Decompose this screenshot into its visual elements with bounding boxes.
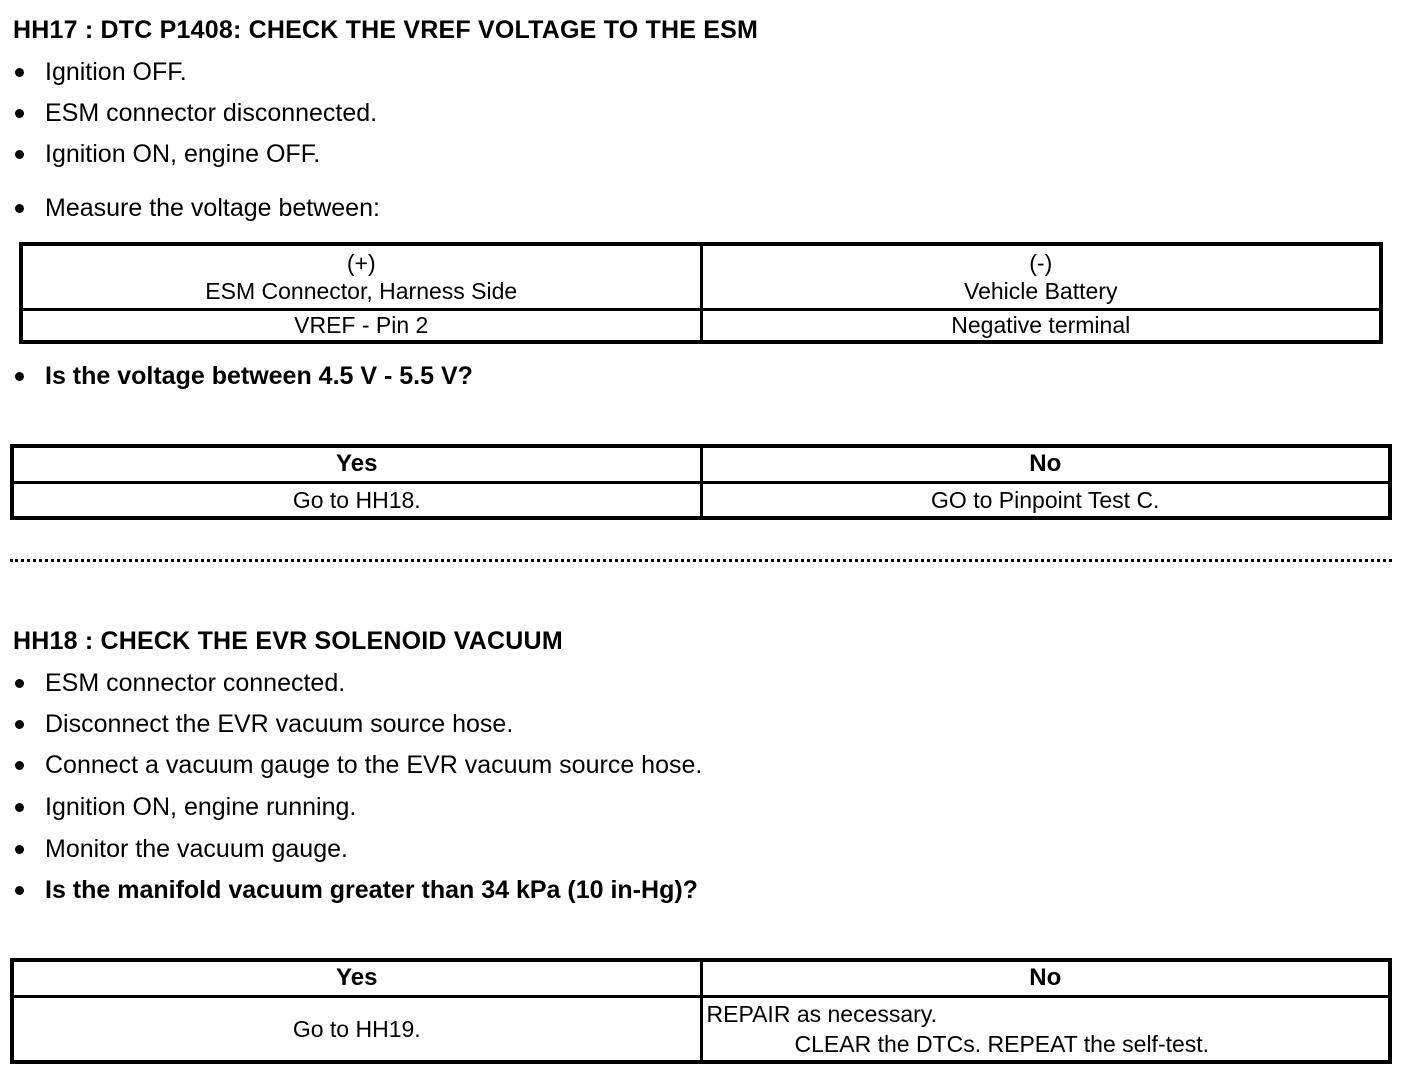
bullet-icon xyxy=(15,761,24,770)
measure-col-positive-header xyxy=(21,244,701,309)
no-action-line-1: REPAIR as necessary. xyxy=(706,1000,938,1027)
hh17-title: HH17 : DTC P1408: CHECK THE VREF VOLTAGE TO THE ESM xyxy=(13,16,759,44)
measure-negative-value: Negative terminal xyxy=(701,309,1381,342)
bullet-icon xyxy=(15,803,24,812)
hh18-step-5 xyxy=(14,835,348,864)
positive-location: ESM Connector, Harness Side xyxy=(205,277,518,304)
hh17-step-1 xyxy=(14,58,187,87)
hh18-question xyxy=(14,876,698,905)
negative-symbol: (-) xyxy=(1029,249,1053,276)
section-divider xyxy=(10,559,1392,562)
hh18-step-1 xyxy=(14,669,345,698)
bullet-icon xyxy=(15,109,24,118)
step-text: Disconnect the EVR vacuum source hose. xyxy=(45,710,514,738)
hh18-step-2 xyxy=(14,710,513,739)
bullet-icon xyxy=(15,68,24,77)
measure-col-negative-header xyxy=(701,244,1381,309)
no-action: GO to Pinpoint Test C. xyxy=(701,482,1390,518)
step-text: Ignition ON, engine OFF. xyxy=(45,140,321,168)
step-text: Connect a vacuum gauge to the EVR vacuum source hose. xyxy=(45,751,703,779)
hh17-measure-table xyxy=(19,242,1383,344)
hh18-step-4 xyxy=(14,793,356,822)
step-text: Ignition ON, engine running. xyxy=(45,793,357,821)
hh17-result-table xyxy=(10,444,1392,520)
hh18-title: HH18 : CHECK THE EVR SOLENOID VACUUM xyxy=(13,627,563,655)
yes-header: Yes xyxy=(12,446,701,482)
no-action xyxy=(701,996,1390,1062)
bullet-icon xyxy=(15,845,24,854)
hh18-step-3 xyxy=(14,751,702,780)
measure-positive-value: VREF - Pin 2 xyxy=(21,309,701,342)
question-text: Is the manifold vacuum greater than 34 kPa (10 in-Hg)? xyxy=(45,876,698,904)
no-action-line-2: CLEAR the DTCs. REPEAT the self-test. xyxy=(794,1030,1210,1057)
hh17-question xyxy=(14,362,473,391)
bullet-icon xyxy=(15,204,24,213)
yes-action: Go to HH18. xyxy=(12,482,701,518)
step-text: ESM connector disconnected. xyxy=(45,99,378,127)
step-text: Measure the voltage between: xyxy=(45,194,380,222)
hh17-measure-step xyxy=(14,194,380,223)
step-text: Monitor the vacuum gauge. xyxy=(45,835,348,863)
hh17-step-3 xyxy=(14,140,320,169)
bullet-icon xyxy=(15,679,24,688)
step-text: Ignition OFF. xyxy=(45,58,187,86)
step-text: ESM connector connected. xyxy=(45,669,346,697)
yes-header: Yes xyxy=(12,960,701,996)
hh18-result-table xyxy=(10,958,1392,1064)
question-text: Is the voltage between 4.5 V - 5.5 V? xyxy=(45,362,473,390)
bullet-icon xyxy=(15,886,24,895)
positive-symbol: (+) xyxy=(346,249,376,276)
bullet-icon xyxy=(15,372,24,381)
negative-location: Vehicle Battery xyxy=(964,277,1118,304)
yes-action: Go to HH19. xyxy=(12,996,701,1062)
bullet-icon xyxy=(15,150,24,159)
no-header: No xyxy=(701,960,1390,996)
hh17-step-2 xyxy=(14,99,377,128)
bullet-icon xyxy=(15,720,24,729)
no-header: No xyxy=(701,446,1390,482)
